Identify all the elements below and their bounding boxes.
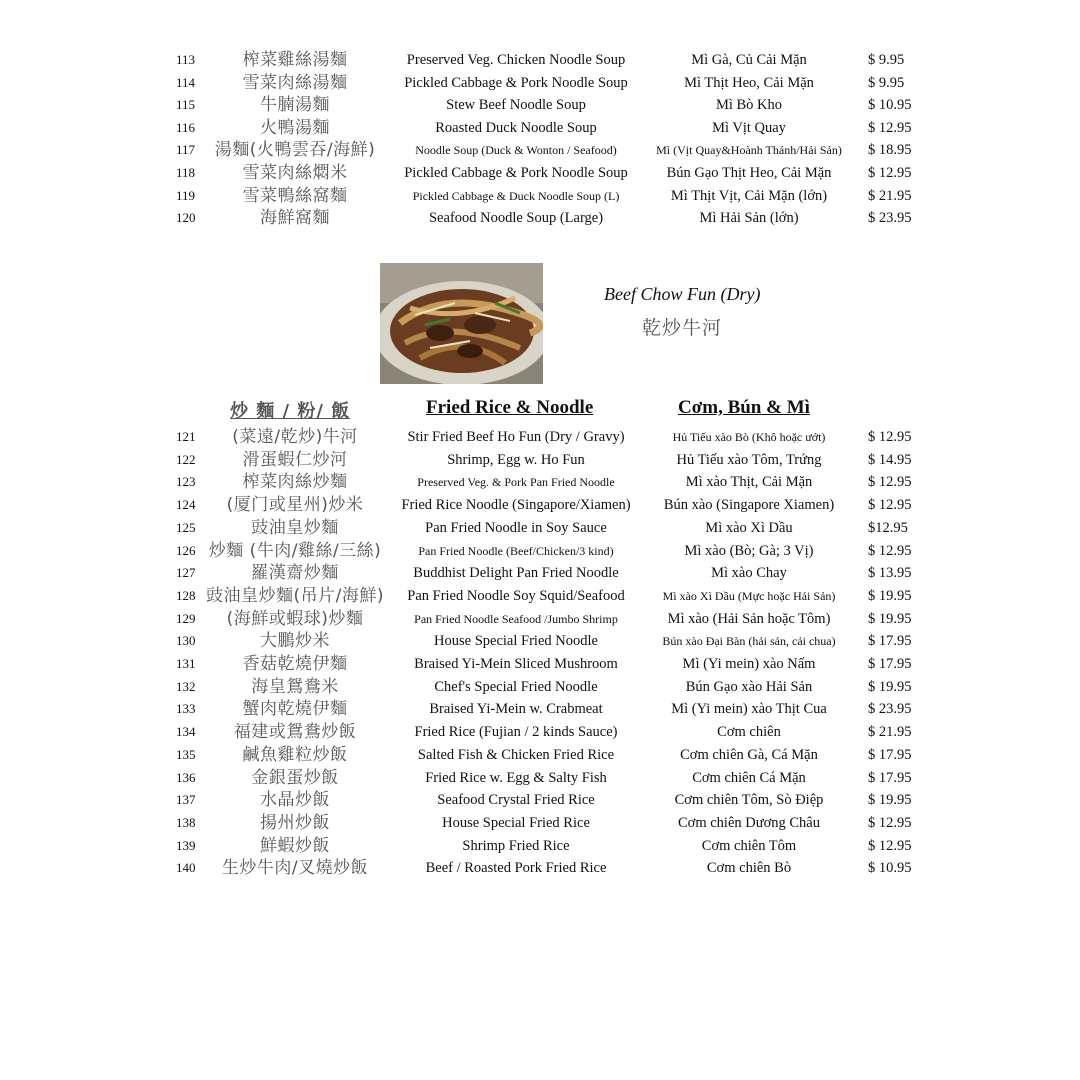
feature-dish-name-zh: 乾炒牛河 xyxy=(642,317,723,339)
item-name-chinese: 榨菜肉絲炒麵 xyxy=(242,472,348,493)
item-price: $ 12.95 xyxy=(868,542,912,559)
menu-row xyxy=(0,676,1080,698)
item-name-english: Fried Rice w. Egg & Salty Fish xyxy=(425,769,607,786)
item-name-chinese: 榨菜雞絲湯麵 xyxy=(242,50,348,70)
item-price: $ 9.95 xyxy=(868,74,905,91)
item-name-vietnamese: Mì Bò Kho xyxy=(715,97,783,114)
item-number: 121 xyxy=(176,429,196,444)
item-price: $ 12.95 xyxy=(868,429,912,445)
menu-row xyxy=(0,721,1080,743)
item-price: $ 10.95 xyxy=(868,97,912,114)
item-name-chinese: 滑蛋蝦仁炒河 xyxy=(242,449,348,470)
menu-row xyxy=(0,49,1080,71)
menu-row xyxy=(0,698,1080,720)
item-name-english: Shrimp Fried Rice xyxy=(462,837,570,854)
item-name-english: Buddhist Delight Pan Fried Noodle xyxy=(413,565,619,582)
item-price: $ 12.95 xyxy=(868,474,912,491)
dish-image xyxy=(380,263,543,384)
item-name-vietnamese: Cơm chiên Tôm, Sò Điệp xyxy=(674,792,824,809)
item-name-english: Braised Yi-Mein w. Crabmeat xyxy=(429,701,603,718)
item-name-chinese: 雪菜鴨絲窩麵 xyxy=(242,185,348,206)
item-price: $ 12.95 xyxy=(868,119,912,136)
item-name-chinese: 雪菜肉絲燜米 xyxy=(242,163,348,183)
item-price: $ 17.95 xyxy=(868,769,912,786)
item-name-chinese: 福建或鴛鴦炒飯 xyxy=(233,722,357,743)
item-name-vietnamese: Bún Gạo xào Hải Sản xyxy=(685,678,813,695)
item-name-english: Preserved Veg. Chicken Noodle Soup xyxy=(406,52,626,68)
item-name-vietnamese: Mì xào (Hải Sản hoặc Tôm) xyxy=(667,610,831,627)
item-name-chinese: 海皇鴛鴦米 xyxy=(251,676,339,697)
item-name-vietnamese: Cơm chiên Dương Châu xyxy=(678,814,820,831)
menu-row xyxy=(0,117,1080,139)
item-number: 133 xyxy=(176,701,196,717)
item-price: $ 19.95 xyxy=(868,587,912,604)
item-name-english: House Special Fried Rice xyxy=(442,814,590,831)
item-price: $ 10.95 xyxy=(868,860,912,877)
section-header-vietnamese: Cơm, Bún & Mì xyxy=(678,397,810,418)
item-name-chinese: 炒麵 (牛肉/雞絲/三絲) xyxy=(208,540,382,561)
item-name-vietnamese: Cơm chiên Bò xyxy=(706,860,792,877)
menu-row xyxy=(0,139,1080,161)
menu-row xyxy=(0,835,1080,857)
menu-row xyxy=(0,185,1080,207)
menu-row xyxy=(0,517,1080,539)
item-name-chinese: 牛腩湯麵 xyxy=(260,95,330,116)
item-number: 113 xyxy=(176,52,196,67)
item-number: 132 xyxy=(176,678,196,694)
beef-chow-fun-photo xyxy=(380,263,543,384)
item-name-vietnamese: Mì (Yi mein) xào Nấm xyxy=(682,656,816,672)
item-name-vietnamese: Mì Gà, Củ Cải Mặn xyxy=(691,52,807,68)
item-name-chinese: 大鵬炒米 xyxy=(260,631,330,652)
item-name-vietnamese: Mì xào Thịt, Cải Mặn xyxy=(685,474,813,491)
item-name-chinese: 生炒牛肉/叉燒炒飯 xyxy=(221,858,369,879)
menu-row xyxy=(0,857,1080,879)
menu-row xyxy=(0,162,1080,184)
item-number: 140 xyxy=(176,860,196,876)
item-number: 118 xyxy=(176,165,196,180)
item-number: 126 xyxy=(176,542,196,558)
item-name-chinese: (菜遠/乾炒)牛河 xyxy=(232,427,358,447)
item-name-chinese: 水晶炒飯 xyxy=(260,790,330,811)
item-name-english: House Special Fried Noodle xyxy=(434,633,598,650)
item-price: $ 13.95 xyxy=(868,565,912,582)
menu-row xyxy=(0,449,1080,471)
item-price: $ 23.95 xyxy=(868,701,912,718)
item-name-english: Stew Beef Noodle Soup xyxy=(446,97,586,114)
item-number: 116 xyxy=(176,119,196,135)
item-price: $ 19.95 xyxy=(868,678,912,695)
item-number: 125 xyxy=(176,519,196,535)
item-name-english: Pickled Cabbage & Pork Noodle Soup xyxy=(404,165,628,181)
item-price: $12.95 xyxy=(868,519,908,536)
item-name-vietnamese: Mì Hải Sản (lớn) xyxy=(699,210,799,227)
item-number: 134 xyxy=(176,724,196,740)
item-name-vietnamese: Mì Thịt Heo, Cải Mặn xyxy=(684,74,814,91)
item-name-vietnamese: Mì xào Xì Dầu (Mực hoặc Hải Sản) xyxy=(662,588,836,603)
item-number: 137 xyxy=(176,792,196,808)
menu-row xyxy=(0,812,1080,834)
item-number: 115 xyxy=(176,97,196,113)
item-price: $ 21.95 xyxy=(868,187,912,204)
item-name-english: Fried Rice Noodle (Singapore/Xiamen) xyxy=(401,497,631,514)
item-name-english: Pan Fried Noodle in Soy Sauce xyxy=(425,519,607,536)
item-name-chinese: (海鮮或蝦球)炒麵 xyxy=(226,608,364,629)
item-name-english: Seafood Crystal Fried Rice xyxy=(437,792,595,809)
menu-row xyxy=(0,585,1080,607)
item-name-chinese: 鮮蝦炒飯 xyxy=(260,835,330,856)
menu-row xyxy=(0,767,1080,789)
item-number: 124 xyxy=(176,497,196,513)
item-name-vietnamese: Hủ Tiếu xào Tôm, Trứng xyxy=(676,451,822,468)
item-name-chinese: 鹹魚雞粒炒飯 xyxy=(242,744,348,765)
item-price: $ 19.95 xyxy=(868,792,912,809)
menu-row xyxy=(0,72,1080,94)
item-number: 127 xyxy=(176,565,196,581)
item-name-vietnamese: Cơm chiên xyxy=(717,724,781,741)
item-name-english: Stir Fried Beef Ho Fun (Dry / Gravy) xyxy=(407,429,625,445)
item-number: 129 xyxy=(176,610,196,626)
item-name-english: Roasted Duck Noodle Soup xyxy=(435,119,597,136)
menu-row xyxy=(0,630,1080,652)
menu-row xyxy=(0,426,1080,448)
item-name-chinese: 羅漢齋炒麵 xyxy=(251,563,339,584)
item-name-vietnamese: Mì (Vịt Quay&Hoành Thánh/Hải Sản) xyxy=(656,143,842,158)
item-name-english: Preserved Veg. & Pork Pan Fried Noodle xyxy=(417,475,615,490)
item-number: 119 xyxy=(176,187,196,203)
item-name-vietnamese: Cơm chiên Gà, Cá Mặn xyxy=(680,746,818,763)
item-name-vietnamese: Mì xào Xì Dầu xyxy=(705,519,793,536)
item-price: $ 12.95 xyxy=(868,837,912,854)
item-name-vietnamese: Cơm chiên Cá Mặn xyxy=(692,769,806,786)
item-name-chinese: 揚州炒飯 xyxy=(260,812,330,833)
item-number: 138 xyxy=(176,814,196,830)
item-name-english: Beef / Roasted Pork Fried Rice xyxy=(425,860,607,877)
item-name-chinese: 雪菜肉絲湯麵 xyxy=(242,72,348,93)
item-name-vietnamese: Bún xào Đại Bàn (hải sản, cải chua) xyxy=(662,634,836,649)
item-name-chinese: 香菇乾燒伊麵 xyxy=(242,654,348,674)
item-name-vietnamese: Mì Vịt Quay xyxy=(712,119,786,136)
item-name-english: Braised Yi-Mein Sliced Mushroom xyxy=(414,656,618,672)
item-name-chinese: 金銀蛋炒飯 xyxy=(251,767,339,788)
item-name-english: Fried Rice (Fujian / 2 kinds Sauce) xyxy=(414,724,618,741)
menu-row xyxy=(0,494,1080,516)
item-name-english: Pan Fried Noodle (Beef/Chicken/3 kind) xyxy=(418,543,614,558)
item-name-vietnamese: Mì xào (Bò; Gà; 3 Vị) xyxy=(684,542,814,559)
item-name-english: Pickled Cabbage & Duck Noodle Soup (L) xyxy=(412,188,620,203)
item-number: 135 xyxy=(176,746,196,762)
item-price: $ 14.95 xyxy=(868,451,912,468)
item-name-vietnamese: Bún Gạo Thịt Heo, Cải Mặn xyxy=(666,165,832,181)
item-name-english: Noodle Soup (Duck & Wonton / Seafood) xyxy=(415,143,617,158)
menu-row xyxy=(0,207,1080,229)
item-name-vietnamese: Mì (Yi mein) xào Thịt Cua xyxy=(671,701,827,718)
menu-row xyxy=(0,653,1080,675)
item-price: $ 17.95 xyxy=(868,656,912,672)
item-price: $ 17.95 xyxy=(868,746,912,763)
menu-row xyxy=(0,744,1080,766)
item-name-english: Pickled Cabbage & Pork Noodle Soup xyxy=(404,74,628,91)
feature-dish-name-en: Beef Chow Fun (Dry) xyxy=(604,284,761,304)
item-number: 117 xyxy=(176,142,196,158)
item-name-chinese: 海鮮窩麵 xyxy=(260,208,330,229)
item-name-vietnamese: Cơm chiên Tôm xyxy=(701,837,797,854)
item-name-chinese: 豉油皇炒麵 xyxy=(251,517,339,538)
item-name-vietnamese: Mì xào Chay xyxy=(711,565,787,582)
item-price: $ 17.95 xyxy=(868,633,912,650)
menu-row xyxy=(0,540,1080,562)
item-number: 122 xyxy=(176,451,196,467)
item-number: 123 xyxy=(176,474,196,490)
item-name-chinese: 火鴨湯麵 xyxy=(260,117,330,138)
item-name-english: Shrimp, Egg w. Ho Fun xyxy=(447,451,585,468)
menu-row xyxy=(0,608,1080,630)
item-name-english: Pan Fried Noodle Seafood /Jumbo Shrimp xyxy=(414,611,618,626)
item-name-chinese: 湯麵(火鴨雲吞/海鮮) xyxy=(214,140,376,161)
item-name-chinese: 蟹肉乾燒伊麵 xyxy=(242,699,348,720)
item-number: 120 xyxy=(176,210,196,226)
item-name-english: Salted Fish & Chicken Fried Rice xyxy=(417,746,615,763)
item-number: 139 xyxy=(176,837,196,853)
item-name-vietnamese: Bún xào (Singapore Xiamen) xyxy=(663,497,835,514)
item-price: $ 21.95 xyxy=(868,724,912,741)
item-name-chinese: (厦门或星州)炒米 xyxy=(226,495,364,516)
item-price: $ 12.95 xyxy=(868,497,912,514)
item-price: $ 23.95 xyxy=(868,210,912,227)
item-number: 130 xyxy=(176,633,196,649)
menu-row xyxy=(0,789,1080,811)
item-name-vietnamese: Hủ Tiếu xào Bò (Khô hoặc ướt) xyxy=(672,430,826,444)
item-price: $ 9.95 xyxy=(868,52,905,68)
item-name-english: Chef's Special Fried Noodle xyxy=(434,678,598,695)
menu-row xyxy=(0,471,1080,493)
item-name-english: Seafood Noodle Soup (Large) xyxy=(428,210,604,227)
item-number: 128 xyxy=(176,587,196,603)
item-price: $ 19.95 xyxy=(868,610,912,627)
menu-row xyxy=(0,562,1080,584)
item-number: 114 xyxy=(176,74,196,90)
item-name-english: Pan Fried Noodle Soy Squid/Seafood xyxy=(407,587,625,604)
item-price: $ 12.95 xyxy=(868,165,912,181)
item-price: $ 12.95 xyxy=(868,814,912,831)
item-number: 131 xyxy=(176,656,196,671)
section-header-chinese: 炒 麵 / 粉/ 飯 xyxy=(230,401,351,422)
item-price: $ 18.95 xyxy=(868,142,912,159)
item-name-chinese: 豉油皇炒麵(吊片/海鮮) xyxy=(206,585,384,606)
menu-row xyxy=(0,94,1080,116)
section-header-english: Fried Rice & Noodle xyxy=(426,397,594,418)
item-number: 136 xyxy=(176,769,196,785)
item-name-vietnamese: Mì Thịt Vịt, Cải Mặn (lớn) xyxy=(670,187,828,204)
